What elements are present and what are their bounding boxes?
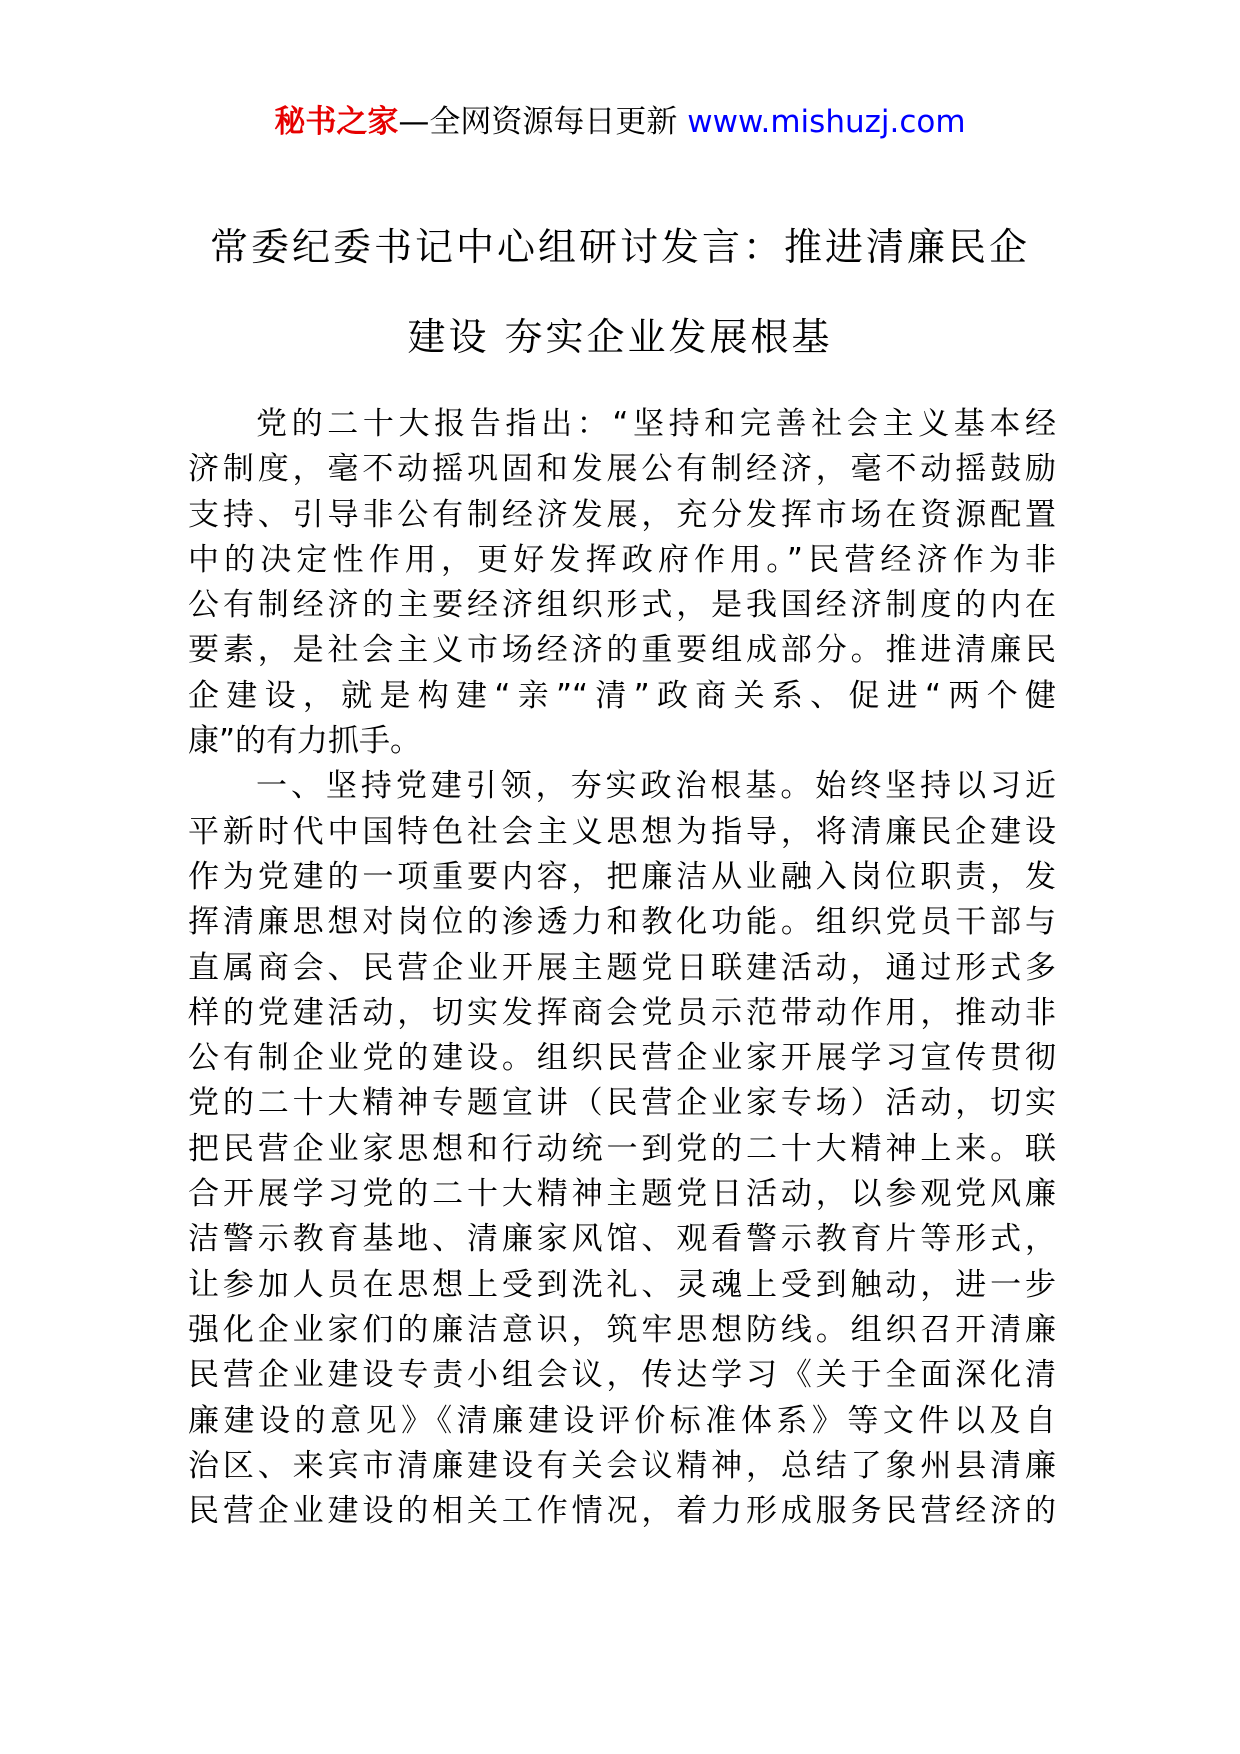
text-line: 企建设，就是构建“亲”“清”政商关系、促进“两个健 xyxy=(188,677,1056,714)
text-line: 廉建设的意见》《清廉建设评价标准体系》等文件以及自 xyxy=(188,1402,1056,1439)
text-line: 挥清廉思想对岗位的渗透力和教化功能。组织党员干部与 xyxy=(188,904,1056,941)
document-title xyxy=(160,202,1080,382)
paragraph-section-one xyxy=(188,764,1056,1534)
title-line-2: 建设 夯实企业发展根基 xyxy=(407,315,833,359)
text-line: 合开展学习党的二十大精神主题党日活动，以参观党风廉 xyxy=(188,1176,1056,1213)
text-line: 支持、引导非公有制经济发展，充分发挥市场在资源配置 xyxy=(188,496,1056,533)
text-line: 治区、来宾市清廉建设有关会议精神，总结了象州县清廉 xyxy=(188,1447,1056,1484)
text-line: 把民营企业家思想和行动统一到党的二十大精神上来。联 xyxy=(188,1130,1056,1167)
text-line: 民营企业建设的相关工作情况，着力形成服务民营经济的 xyxy=(188,1493,1056,1530)
text-line: 直属商会、民营企业开展主题党日联建活动，通过形式多 xyxy=(188,949,1056,986)
text-line: 要素，是社会主义市场经济的重要组成部分。推进清廉民 xyxy=(188,632,1056,669)
text-line: 一、坚持党建引领，夯实政治根基。始终坚持以习近 xyxy=(256,768,1056,805)
site-header xyxy=(0,100,1240,144)
site-url-link[interactable]: www.mishuzj.com xyxy=(687,104,966,140)
text-line: 党的二十大精神专题宣讲（民营企业家专场）活动，切实 xyxy=(188,1085,1056,1122)
header-tagline: —全网资源每日更新 xyxy=(398,104,678,140)
text-line: 公有制企业党的建设。组织民营企业家开展学习宣传贯彻 xyxy=(188,1040,1056,1077)
text-line: 康”的有力抓手。 xyxy=(188,723,422,760)
text-line: 强化企业家们的廉洁意识，筑牢思想防线。组织召开清廉 xyxy=(188,1311,1056,1348)
text-line: 洁警示教育基地、清廉家风馆、观看警示教育片等形式， xyxy=(188,1221,1056,1258)
brand-name: 秘书之家 xyxy=(274,104,399,140)
text-line: 平新时代中国特色社会主义思想为指导，将清廉民企建设 xyxy=(188,813,1056,850)
text-line: 作为党建的一项重要内容，把廉洁从业融入岗位职责，发 xyxy=(188,858,1056,895)
text-line: 让参加人员在思想上受到洗礼、灵魂上受到触动，进一步 xyxy=(188,1266,1056,1303)
title-line-1: 常委纪委书记中心组研讨发言：推进清廉民企 xyxy=(209,225,1030,269)
text-line: 样的党建活动，切实发挥商会党员示范带动作用，推动非 xyxy=(188,994,1056,1031)
document-body xyxy=(188,402,1056,1534)
text-line: 济制度，毫不动摇巩固和发展公有制经济，毫不动摇鼓励 xyxy=(188,451,1056,488)
paragraph-intro xyxy=(188,402,1056,764)
text-line: 中的决定性作用，更好发挥政府作用。”民营经济作为非 xyxy=(188,541,1056,578)
text-line: 民营企业建设专责小组会议，传达学习《关于全面深化清 xyxy=(188,1357,1056,1394)
text-line: 公有制经济的主要经济组织形式，是我国经济制度的内在 xyxy=(188,587,1056,624)
text-line: 党的二十大报告指出：“坚持和完善社会主义基本经 xyxy=(256,406,1056,442)
